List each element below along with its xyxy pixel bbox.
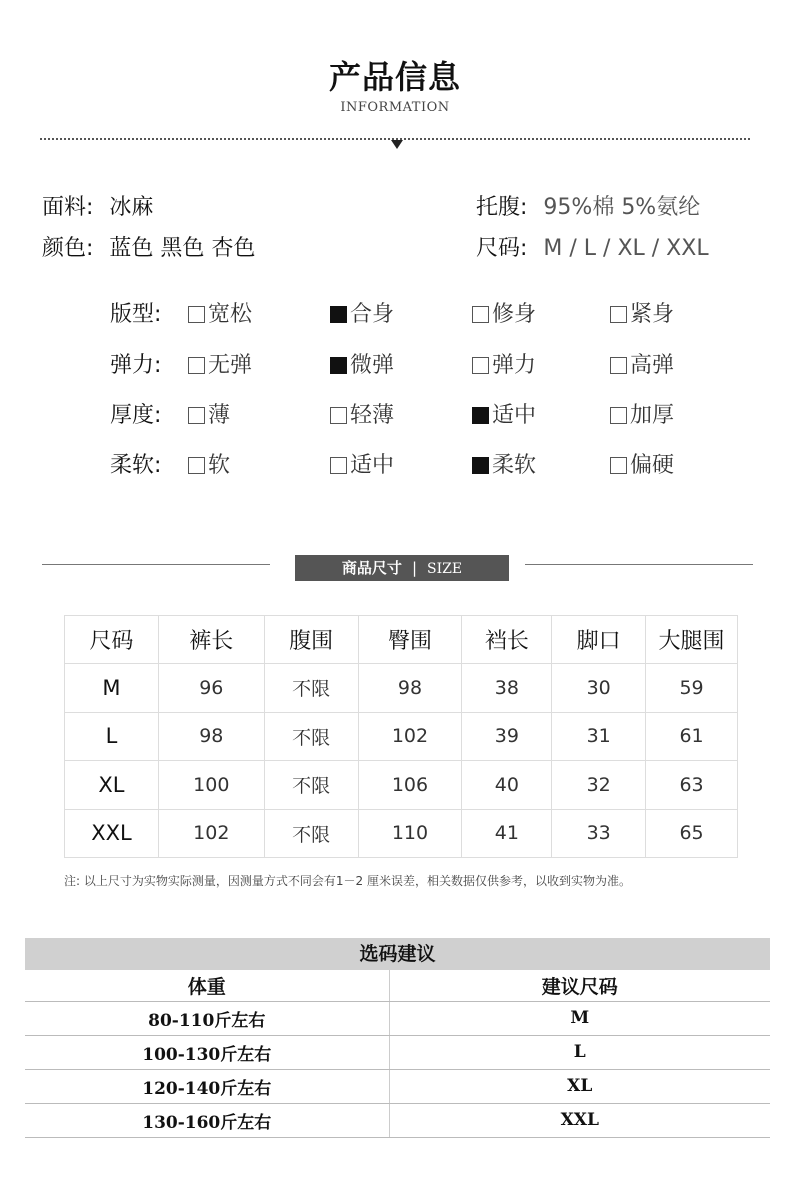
option-label: 软 <box>208 453 231 478</box>
size-cell: XL <box>65 761 159 810</box>
attribute-label: 厚度: <box>110 403 162 428</box>
table-row <box>25 1001 770 1035</box>
recommended-size-cell: M <box>389 1001 770 1035</box>
table-row <box>25 1035 770 1069</box>
attribute-option <box>610 401 674 431</box>
size-cell: 61 <box>646 712 738 761</box>
size-table <box>64 615 738 858</box>
size-cell: 102 <box>358 712 462 761</box>
size-cell: 不限 <box>264 761 358 810</box>
size-label: 尺码: <box>476 236 528 261</box>
checked-box-icon <box>472 457 489 474</box>
section-line-left <box>42 564 270 565</box>
attribute-option <box>330 351 394 381</box>
checked-box-icon <box>330 306 347 323</box>
checked-box-icon <box>330 357 347 374</box>
unchecked-box-icon <box>472 306 489 323</box>
option-label: 合身 <box>350 302 395 327</box>
size-cell: 106 <box>358 761 462 810</box>
attribute-option <box>188 300 252 330</box>
size-value: M / L / XL / XXL <box>543 236 709 261</box>
size-cell: 102 <box>158 809 264 858</box>
weight-cell: 130-160斤左右 <box>25 1103 389 1137</box>
waist-info <box>476 193 700 223</box>
recommended-size-cell: XXL <box>389 1103 770 1137</box>
color-label: 颜色: <box>42 236 94 261</box>
size-header-cell: 脚口 <box>552 616 646 664</box>
recommended-size-cell: XL <box>389 1069 770 1103</box>
unchecked-box-icon <box>472 357 489 374</box>
size-cell: 31 <box>552 712 646 761</box>
recommend-header-weight: 体重 <box>25 970 389 1001</box>
recommend-table-body <box>25 1001 770 1137</box>
waist-value: 95%棉 5%氨纶 <box>543 195 701 220</box>
option-label: 轻薄 <box>350 403 395 428</box>
size-cell: 30 <box>552 664 646 713</box>
option-label: 宽松 <box>208 302 253 327</box>
size-cell: XXL <box>65 809 159 858</box>
unchecked-box-icon <box>188 457 205 474</box>
table-row <box>65 809 738 858</box>
size-cell: 32 <box>552 761 646 810</box>
unchecked-box-icon <box>610 457 627 474</box>
attribute-option <box>610 351 674 381</box>
option-label: 加厚 <box>630 403 675 428</box>
unchecked-box-icon <box>610 407 627 424</box>
size-section-subtitle: SIZE <box>427 561 463 577</box>
attribute-option <box>188 451 230 481</box>
attribute-option <box>472 401 536 431</box>
unchecked-box-icon <box>188 407 205 424</box>
unchecked-box-icon <box>330 407 347 424</box>
table-row <box>65 761 738 810</box>
size-info <box>476 234 709 264</box>
size-cell: 98 <box>358 664 462 713</box>
fabric-value: 冰麻 <box>109 195 154 220</box>
waist-label: 托腹: <box>476 195 528 220</box>
option-label: 紧身 <box>630 302 675 327</box>
option-label: 适中 <box>492 403 537 428</box>
table-row <box>65 664 738 713</box>
size-cell: 63 <box>646 761 738 810</box>
option-label: 微弹 <box>350 353 395 378</box>
option-label: 高弹 <box>630 353 675 378</box>
size-cell: 65 <box>646 809 738 858</box>
attribute-label: 柔软: <box>110 453 162 478</box>
weight-cell: 100-130斤左右 <box>25 1035 389 1069</box>
attribute-option <box>330 300 394 330</box>
size-cell: 不限 <box>264 664 358 713</box>
option-label: 适中 <box>350 453 395 478</box>
recommend-table <box>25 970 770 1138</box>
fabric-info <box>42 193 153 223</box>
attribute-option <box>330 401 394 431</box>
attribute-option <box>472 351 536 381</box>
color-value: 蓝色 黑色 杏色 <box>109 236 256 261</box>
option-label: 薄 <box>208 403 231 428</box>
unchecked-box-icon <box>330 457 347 474</box>
option-label: 柔软 <box>492 453 537 478</box>
size-cell: 96 <box>158 664 264 713</box>
page-title: 产品信息 <box>328 58 461 96</box>
section-line-right <box>525 564 753 565</box>
size-header-cell: 裆长 <box>462 616 552 664</box>
recommended-size-cell: L <box>389 1035 770 1069</box>
measurement-note: 注: 以上尺寸为实物实际测量，因测量方式不同会有1－2 厘米误差，相关数据仅供参考，以收到实物为准。 <box>64 874 631 888</box>
table-row <box>25 1069 770 1103</box>
checked-box-icon <box>472 407 489 424</box>
size-header-cell: 腹围 <box>264 616 358 664</box>
size-section-title: 商品尺寸 <box>341 559 402 577</box>
unchecked-box-icon <box>610 357 627 374</box>
unchecked-box-icon <box>188 306 205 323</box>
attribute-option <box>472 300 536 330</box>
weight-cell: 80-110斤左右 <box>25 1001 389 1035</box>
table-row <box>25 1103 770 1137</box>
attribute-option <box>188 351 252 381</box>
size-cell: 98 <box>158 712 264 761</box>
option-label: 无弹 <box>208 353 253 378</box>
size-header-cell: 大腿围 <box>646 616 738 664</box>
attribute-label: 弹力: <box>110 353 162 378</box>
size-cell: 不限 <box>264 712 358 761</box>
size-cell: 41 <box>462 809 552 858</box>
option-label: 弹力 <box>492 353 537 378</box>
size-cell: 39 <box>462 712 552 761</box>
unchecked-box-icon <box>610 306 627 323</box>
size-cell: 38 <box>462 664 552 713</box>
size-cell: L <box>65 712 159 761</box>
size-cell: 40 <box>462 761 552 810</box>
option-label: 修身 <box>492 302 537 327</box>
down-arrow-icon <box>391 140 403 149</box>
table-row <box>65 712 738 761</box>
recommend-header-size: 建议尺码 <box>389 970 770 1001</box>
color-info <box>42 234 255 264</box>
size-cell: 110 <box>358 809 462 858</box>
attribute-label: 版型: <box>110 302 162 327</box>
size-cell: 不限 <box>264 809 358 858</box>
attribute-option <box>472 451 536 481</box>
page-subtitle: INFORMATION <box>340 100 450 115</box>
attribute-option <box>610 451 674 481</box>
size-header-cell: 尺码 <box>65 616 159 664</box>
size-table-body <box>65 664 738 858</box>
size-header-cell: 裤长 <box>158 616 264 664</box>
banner-separator: | <box>411 559 417 577</box>
fabric-label: 面料: <box>42 195 94 220</box>
size-cell: M <box>65 664 159 713</box>
option-label: 偏硬 <box>630 453 675 478</box>
size-cell: 59 <box>646 664 738 713</box>
recommend-title: 选码建议 <box>25 938 770 970</box>
size-cell: 33 <box>552 809 646 858</box>
size-table-header <box>65 616 738 664</box>
attribute-option <box>330 451 394 481</box>
size-cell: 100 <box>158 761 264 810</box>
size-header-cell: 臀围 <box>358 616 462 664</box>
size-section-banner <box>295 555 509 581</box>
unchecked-box-icon <box>188 357 205 374</box>
recommend-table-header <box>25 970 770 1001</box>
attribute-option <box>188 401 230 431</box>
attribute-option <box>610 300 674 330</box>
weight-cell: 120-140斤左右 <box>25 1069 389 1103</box>
